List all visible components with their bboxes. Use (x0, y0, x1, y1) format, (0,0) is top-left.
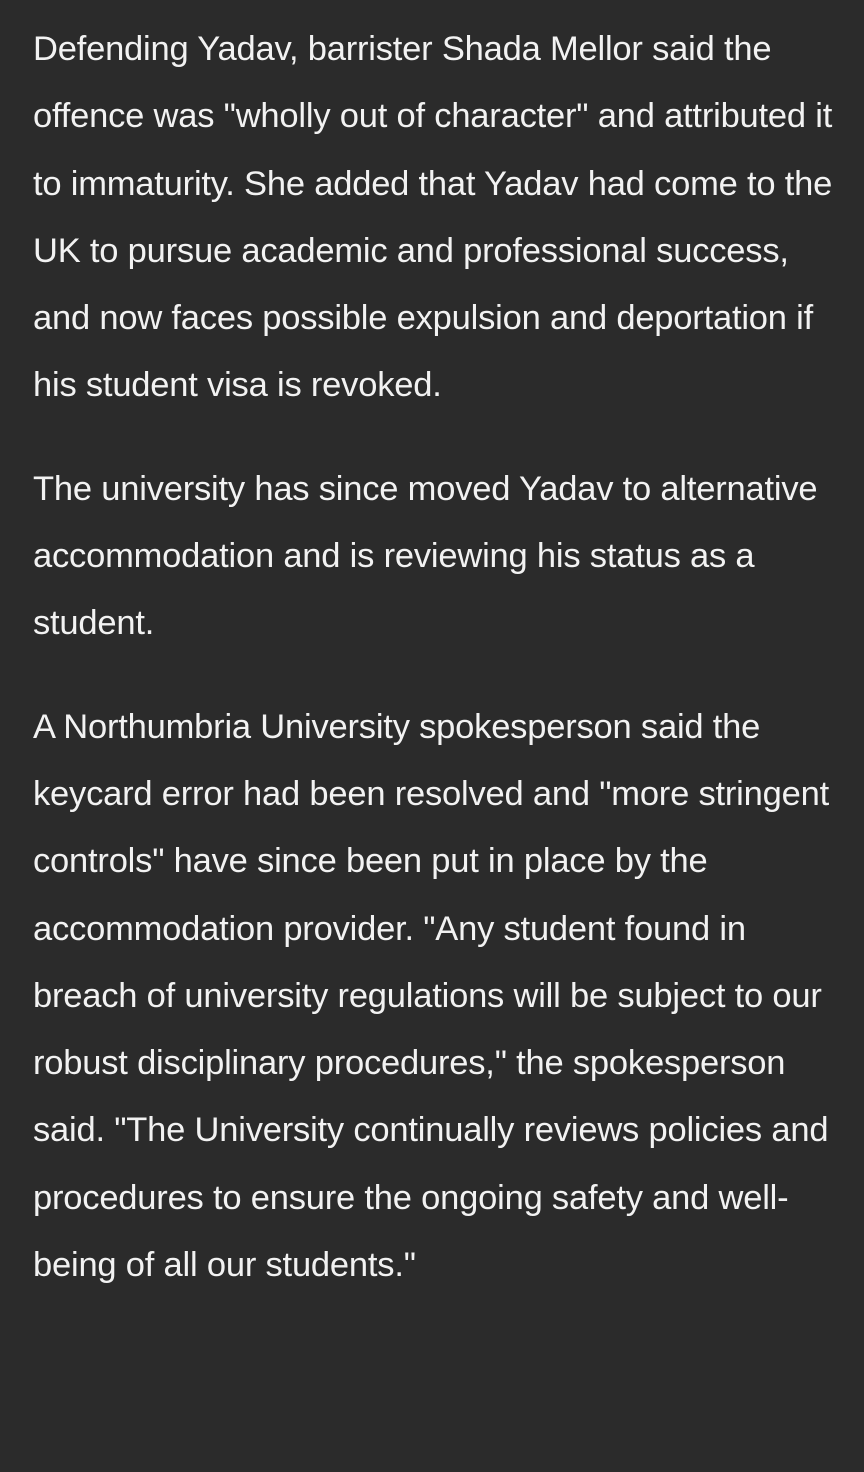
article-paragraph-university-action: The university has since moved Yadav to alternative accommodation and is reviewing his status as a student. (33, 469, 818, 643)
article-paragraph-spokesperson: A Northumbria University spokesperson said the keycard error had been resolved and "more stringent controls" have since been put in place by the accommodation provider. "Any student found in breach of university regulations will be subject to our robust disciplinary procedures," the spokesperson said. "The University continually reviews policies and procedures to ensure the ongoing safety and well-being of all our students." (33, 707, 829, 1285)
article-paragraph-defence: Defending Yadav, barrister Shada Mellor said the offence was "wholly out of character" and attributed it to immaturity. She added that Yadav had come to the UK to pursue academic and professional success, and now faces possible expulsion and deportation if his student visa is revoked. (33, 30, 833, 405)
